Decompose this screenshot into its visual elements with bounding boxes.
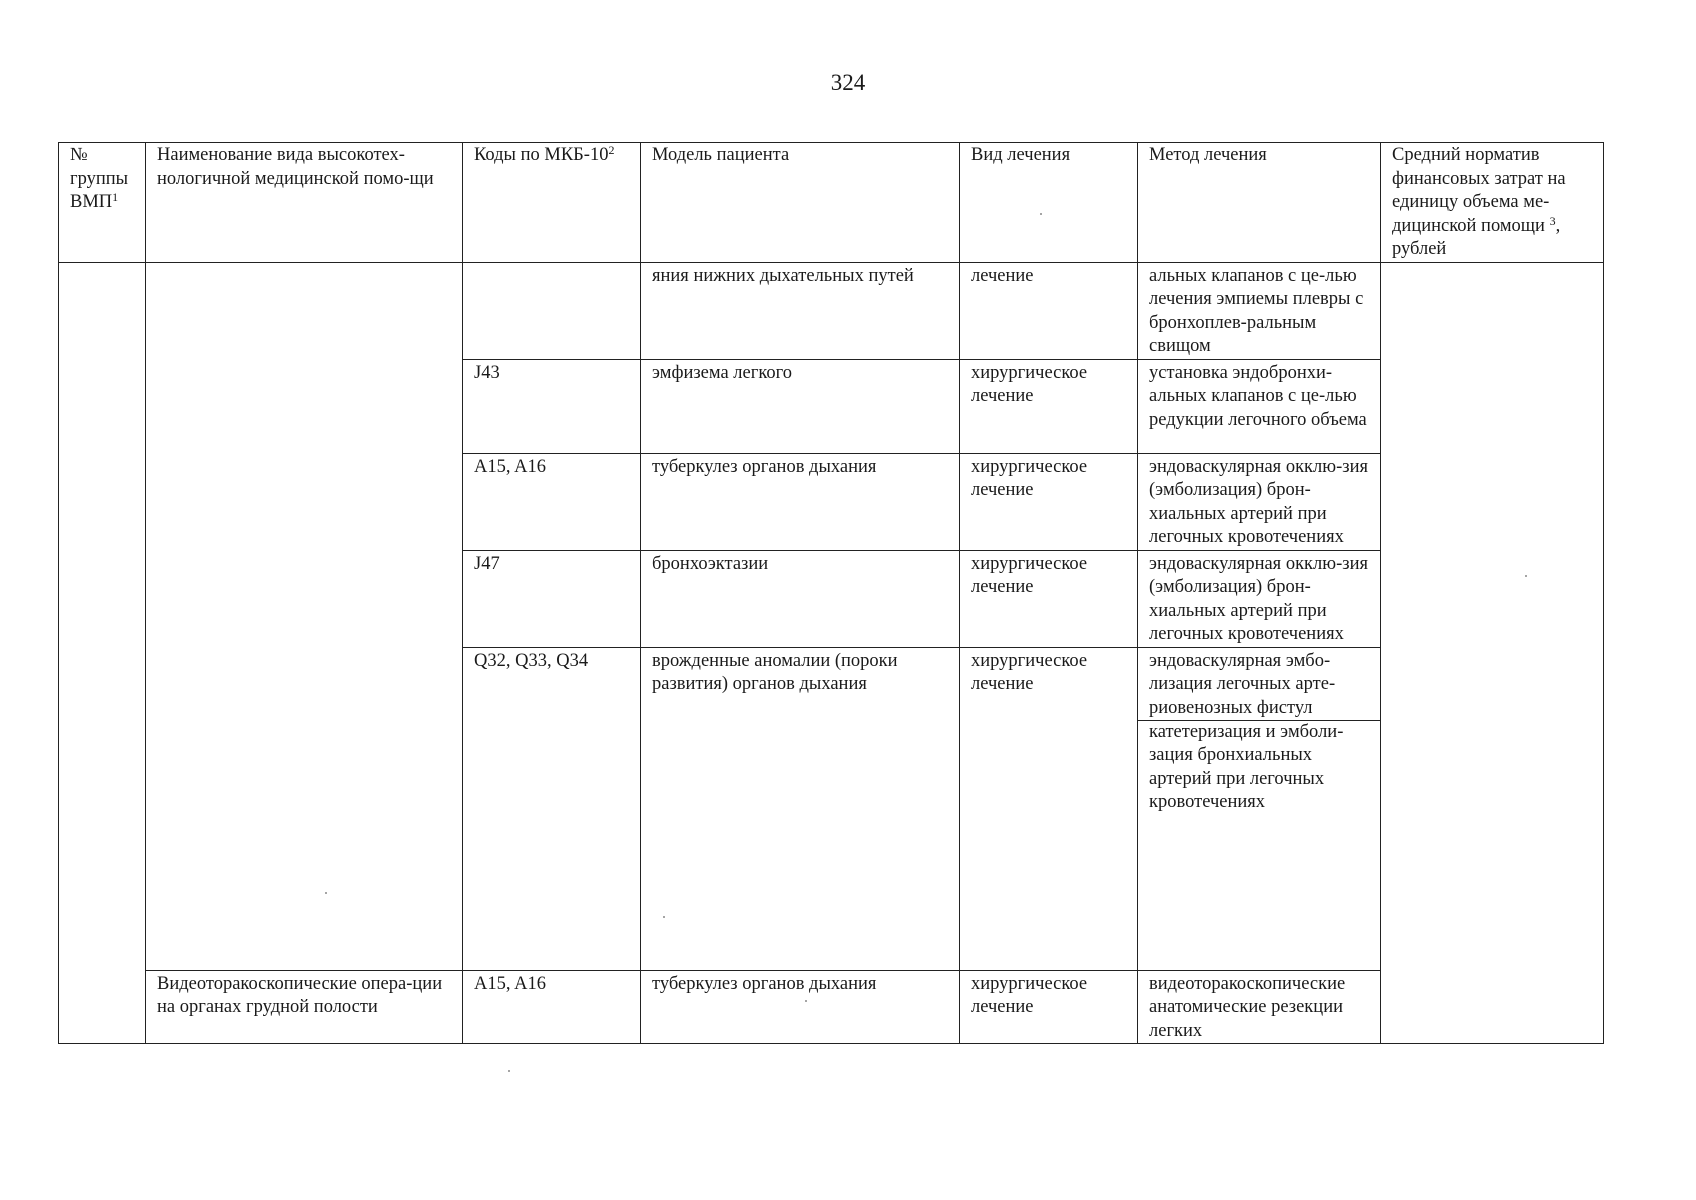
care-type-cell: Видеоторакоскопические опера-ции на органах грудной полости <box>146 970 463 1044</box>
treatment-cell: лечение <box>960 262 1138 359</box>
method-text: эндоваскулярная эмбо-лизация легочных арте-риовенозных фистул <box>1138 650 1380 721</box>
header-treatment-method: Метод лечения <box>1138 143 1381 263</box>
method-cell: эндоваскулярная окклю-зия (эмболизация) брон-хиальных артерий при легочных кровотечениях <box>1138 550 1381 647</box>
codes-cell: J43 <box>463 359 641 453</box>
treatment-cell: хирургическое лечение <box>960 647 1138 970</box>
model-cell: эмфизема легкого <box>641 359 960 453</box>
treatment-cell: хирургическое лечение <box>960 359 1138 453</box>
method-cell: установка эндобронхи-альных клапанов с це-лью редукции легочного объема <box>1138 359 1381 453</box>
page-number: 324 <box>830 70 866 95</box>
care-type-cell <box>146 262 463 970</box>
method-cell: альных клапанов с це-лью лечения эмпиемы плевры с бронхоплев-ральным свищом <box>1138 262 1381 359</box>
codes-cell: A15, A16 <box>463 453 641 550</box>
table-row <box>59 262 1604 359</box>
codes-cell: J47 <box>463 550 641 647</box>
model-cell: яния нижних дыхательных путей <box>641 262 960 359</box>
avg-cost-cell <box>1381 262 1604 1044</box>
scan-speck <box>1525 575 1527 577</box>
table-row <box>59 970 1604 1044</box>
treatment-cell: хирургическое лечение <box>960 970 1138 1044</box>
group-no-cell <box>59 262 146 1044</box>
vmp-table <box>58 142 1604 1044</box>
codes-cell: Q32, Q33, Q34 <box>463 647 641 970</box>
scan-speck <box>1040 213 1042 215</box>
codes-cell <box>463 262 641 359</box>
model-cell: туберкулез органов дыхания <box>641 970 960 1044</box>
method-cell: видеоторакоскопические анатомические резекции легких <box>1138 970 1381 1044</box>
header-row <box>59 143 1604 263</box>
model-cell: туберкулез органов дыхания <box>641 453 960 550</box>
treatment-cell: хирургическое лечение <box>960 453 1138 550</box>
header-treatment-type: Вид лечения <box>960 143 1138 263</box>
header-care-type: Наименование вида высокотех-нологичной медицинской помо-щи <box>146 143 463 263</box>
treatment-cell: хирургическое лечение <box>960 550 1138 647</box>
scan-speck <box>325 892 327 894</box>
codes-cell: A15, A16 <box>463 970 641 1044</box>
header-group-no: № группы ВМП$^1$ <box>59 143 146 263</box>
header-icd-codes: Коды по МКБ-$10^2$ <box>463 143 641 263</box>
scan-speck <box>663 916 665 918</box>
header-patient-model: Модель пациента <box>641 143 960 263</box>
header-avg-cost: Средний норматив финансовых затрат на единицу объема ме-дицинской помощи $^3$, рублей <box>1381 143 1604 263</box>
method-cell <box>1138 647 1381 970</box>
method-text-2: катетеризация и эмболи-зация бронхиальных артерий при легочных кровотечениях <box>1149 721 1344 812</box>
method-cell: эндоваскулярная окклю-зия (эмболизация) брон-хиальных артерий при легочных кровотечениях <box>1138 453 1381 550</box>
scan-speck <box>805 1000 807 1002</box>
model-cell: врожденные аномалии (пороки развития) органов дыхания <box>641 647 960 970</box>
scan-speck <box>508 1070 510 1072</box>
model-cell: бронхоэктазии <box>641 550 960 647</box>
